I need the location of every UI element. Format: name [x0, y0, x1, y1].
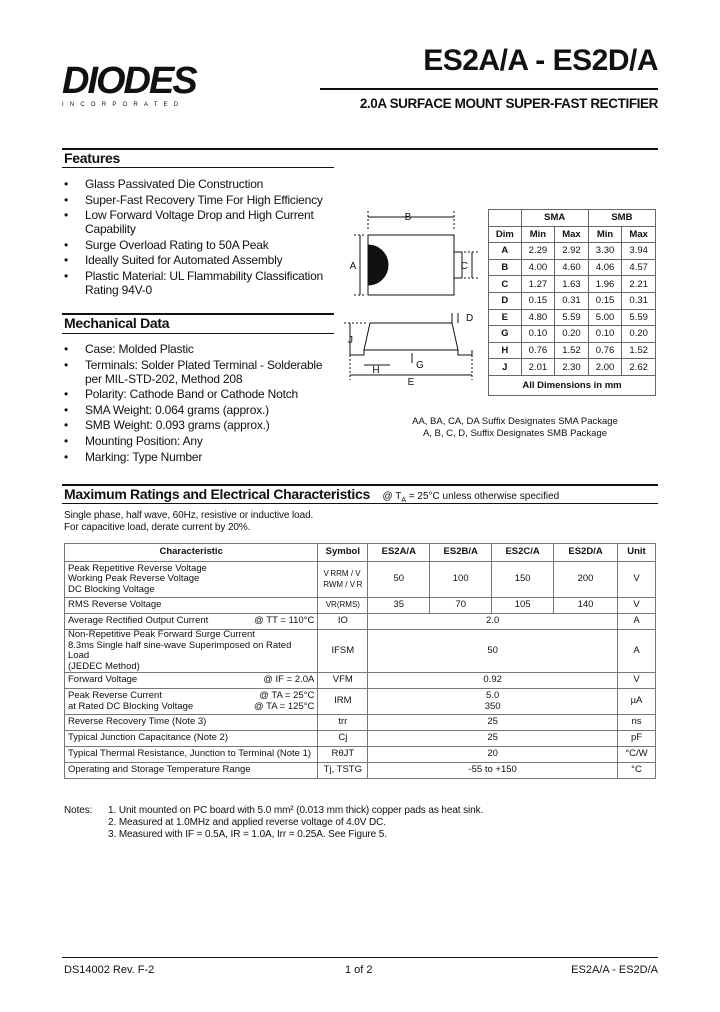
table-row [65, 689, 656, 715]
value-cell: 70 [430, 598, 492, 614]
dim-cell: 2.30 [555, 359, 589, 376]
unit-cell: ns [617, 715, 655, 731]
table-row [65, 731, 656, 747]
col-header: ES2B/A [430, 544, 492, 562]
char-text: at Rated DC Blocking Voltage [68, 700, 194, 712]
list-item: • Terminals: Solder Plated Terminal - Solderable per MIL-STD-202, Method 208 [64, 358, 334, 386]
dim-cell: 0.31 [555, 292, 589, 309]
page-title: ES2A/A - ES2D/A [423, 44, 658, 77]
dim-cell: 4.06 [588, 259, 622, 276]
dim-cell: 0.15 [588, 292, 622, 309]
table-row [65, 614, 656, 630]
char-text: Peak Reverse Current [68, 690, 162, 701]
ratings-condition [382, 491, 559, 502]
char-cell [65, 614, 318, 630]
features-list [64, 177, 334, 299]
diodes-logo [62, 62, 222, 110]
unit-cell: A [617, 614, 655, 630]
table-row [489, 326, 656, 343]
dim-cell: 0.10 [588, 326, 622, 343]
features-underline [62, 167, 334, 168]
dim-label-j: J [348, 335, 353, 346]
char-cell: Operating and Storage Temperature Range [65, 763, 318, 779]
dim-cell: 5.00 [588, 309, 622, 326]
condition-text: @ IF = 2.0A [263, 674, 315, 686]
package-note-smb: A, B, C, D, Suffix Designates SMB Package [422, 428, 608, 439]
ratings-condition-pre: @ T [382, 491, 402, 502]
dim-cell: G [489, 326, 522, 343]
value-cell: 35 [368, 598, 430, 614]
symbol-cell: VR(RMS) [318, 598, 368, 614]
dim-cell: B [489, 259, 522, 276]
dim-cell: D [489, 292, 522, 309]
table-row [65, 598, 656, 614]
features-heading: Features [64, 150, 120, 166]
list-item: • Marking: Type Number [64, 450, 334, 464]
table-row [65, 630, 656, 673]
list-item: • Surge Overload Rating to 50A Peak [64, 238, 334, 252]
dim-header: Min [521, 226, 555, 243]
dim-cell: 1.27 [521, 276, 555, 293]
value-cell [368, 689, 618, 715]
table-row [65, 715, 656, 731]
col-header: ES2D/A [554, 544, 618, 562]
dim-cell: E [489, 309, 522, 326]
package-note-sma: AA, BA, CA, DA Suffix Designates SMA Package [412, 416, 618, 427]
symbol-cell: VFM [318, 673, 368, 689]
list-item: • Polarity: Cathode Band or Cathode Notch [64, 387, 334, 401]
value-cell: 105 [492, 598, 554, 614]
list-item: • Plastic Material: UL Flammability Classification Rating 94V-0 [64, 269, 334, 297]
package-note [370, 416, 660, 440]
dim-table-corner [489, 210, 522, 227]
col-header: ES2C/A [492, 544, 554, 562]
dim-cell: J [489, 359, 522, 376]
value-cell: 25 [368, 731, 618, 747]
value-text: 350 [484, 700, 501, 712]
dim-cell: H [489, 342, 522, 359]
dim-label-g: G [416, 360, 424, 371]
ratings-heading-row [64, 486, 559, 504]
table-row [489, 259, 656, 276]
ratings-table [64, 543, 656, 779]
table-row [65, 562, 656, 598]
symbol-cell: IFSM [318, 630, 368, 673]
unit-cell: °C/W [617, 747, 655, 763]
char-cell: Peak Repetitive Reverse Voltage Working Peak Reverse Voltage DC Blocking Voltage [65, 562, 318, 598]
symbol-cell: RθJT [318, 747, 368, 763]
dim-header: Min [588, 226, 622, 243]
dim-cell: 0.20 [555, 326, 589, 343]
dim-cell: 4.60 [555, 259, 589, 276]
dim-cell: 2.21 [622, 276, 656, 293]
col-header: Unit [617, 544, 655, 562]
value-cell: -55 to +150 [368, 763, 618, 779]
value-cell: 25 [368, 715, 618, 731]
symbol-cell: V RRM / V RWM / V R [318, 562, 368, 598]
value-cell: 0.92 [368, 673, 618, 689]
dim-cell: 0.20 [622, 326, 656, 343]
dim-cell: 0.76 [521, 342, 555, 359]
notes-label: Notes: [64, 805, 93, 816]
table-row [65, 763, 656, 779]
dim-cell: 4.57 [622, 259, 656, 276]
table-row [65, 673, 656, 689]
char-text: Forward Voltage [68, 674, 138, 686]
dim-label-h: H [372, 365, 380, 376]
value-cell: 20 [368, 747, 618, 763]
dim-cell: 0.76 [588, 342, 622, 359]
dim-cell: 3.94 [622, 243, 656, 260]
dim-cell: 1.63 [555, 276, 589, 293]
list-item: • Super-Fast Recovery Time For High Efficiency [64, 193, 334, 207]
dim-label-b: B [404, 212, 412, 223]
dim-cell: 1.52 [622, 342, 656, 359]
dim-group-smb: SMB [588, 210, 655, 227]
dim-cell: A [489, 243, 522, 260]
value-cell: 50 [368, 630, 618, 673]
footer-rule [62, 957, 658, 958]
dim-header: Dim [489, 226, 522, 243]
dim-cell: 2.62 [622, 359, 656, 376]
char-cell: RMS Reverse Voltage [65, 598, 318, 614]
symbol-cell: Cj [318, 731, 368, 747]
value-cell: 100 [430, 562, 492, 598]
dim-cell: 2.01 [521, 359, 555, 376]
unit-cell: pF [617, 731, 655, 747]
dim-cell: 4.00 [521, 259, 555, 276]
package-diagram [340, 205, 485, 390]
unit-cell: V [617, 673, 655, 689]
footer-part-number: ES2A/A - ES2D/A [571, 964, 658, 976]
table-row [489, 276, 656, 293]
mechanical-underline [62, 333, 334, 334]
col-header: Symbol [318, 544, 368, 562]
dim-label-c: C [460, 261, 468, 272]
symbol-cell: Tj, TSTG [318, 763, 368, 779]
char-cell: Typical Junction Capacitance (Note 2) [65, 731, 318, 747]
dim-header: Max [555, 226, 589, 243]
symbol-cell: trr [318, 715, 368, 731]
ratings-line-2: For capacitive load, derate current by 20%. [64, 522, 251, 533]
dim-cell: 0.15 [521, 292, 555, 309]
dim-label-e: E [407, 377, 415, 388]
list-item: • Ideally Suited for Automated Assembly [64, 253, 334, 267]
symbol-cell: IO [318, 614, 368, 630]
table-row [489, 292, 656, 309]
dim-cell: 2.29 [521, 243, 555, 260]
unit-cell: µA [617, 689, 655, 715]
dim-cell: 1.96 [588, 276, 622, 293]
features-rule [62, 148, 658, 150]
dimension-table [488, 209, 656, 396]
dim-cell: 4.80 [521, 309, 555, 326]
table-row [489, 243, 656, 260]
col-header: ES2A/A [368, 544, 430, 562]
char-cell: Typical Thermal Resistance, Junction to Terminal (Note 1) [65, 747, 318, 763]
mechanical-list [64, 342, 334, 465]
page-subtitle: 2.0A SURFACE MOUNT SUPER-FAST RECTIFIER [359, 96, 658, 111]
dim-group-sma: SMA [521, 210, 588, 227]
ratings-line-1: Single phase, half wave, 60Hz, resistive or inductive load. [64, 510, 314, 521]
table-row [489, 309, 656, 326]
char-cell: Non-Repetitive Peak Forward Surge Current 8.3ms Single half sine-wave Superimposed on Rated Load (JEDEC Method) [65, 630, 318, 673]
ratings-note [64, 510, 313, 534]
list-item: • SMB Weight: 0.093 grams (approx.) [64, 418, 334, 432]
dim-header: Max [622, 226, 656, 243]
char-text: Average Rectified Output Current [68, 615, 209, 627]
dim-label-a: A [349, 261, 357, 272]
col-header: Characteristic [65, 544, 318, 562]
dim-cell: 3.30 [588, 243, 622, 260]
list-item: • Low Forward Voltage Drop and High Current Capability [64, 208, 334, 236]
value-cell: 150 [492, 562, 554, 598]
dim-cell: 5.59 [622, 309, 656, 326]
ratings-condition-sub: A [401, 497, 406, 504]
table-row [65, 747, 656, 763]
logo-subtext: INCORPORATED [62, 102, 185, 108]
list-item: • Case: Molded Plastic [64, 342, 334, 356]
mechanical-heading: Mechanical Data [64, 315, 170, 331]
dim-cell: 1.52 [555, 342, 589, 359]
dim-cell: 0.10 [521, 326, 555, 343]
dim-label-d: D [466, 313, 474, 324]
unit-cell: °C [617, 763, 655, 779]
value-cell: 200 [554, 562, 618, 598]
ratings-underline [62, 503, 658, 504]
symbol-cell: IRM [318, 689, 368, 715]
table-row [489, 342, 656, 359]
side-view-body [364, 323, 458, 350]
list-item: • Mounting Position: Any [64, 434, 334, 448]
dim-cell: 0.31 [622, 292, 656, 309]
condition-text: @ TA = 25°C [259, 690, 315, 701]
title-rule [320, 88, 658, 90]
char-cell [65, 689, 318, 715]
char-cell: Reverse Recovery Time (Note 3) [65, 715, 318, 731]
table-row [489, 359, 656, 376]
unit-cell: V [617, 598, 655, 614]
note-item: 1. Unit mounted on PC board with 5.0 mm² (0.013 mm thick) copper pads as heat sink. [108, 805, 484, 816]
value-cell: 2.0 [368, 614, 618, 630]
char-cell [65, 673, 318, 689]
dim-table-footer: All Dimensions in mm [489, 375, 656, 395]
unit-cell: A [617, 630, 655, 673]
note-item: 3. Measured with IF = 0.5A, IR = 1.0A, Irr = 0.25A. See Figure 5. [108, 829, 387, 840]
dim-cell: 2.92 [555, 243, 589, 260]
value-cell: 140 [554, 598, 618, 614]
note-item: 2. Measured at 1.0MHz and applied reverse voltage of 4.0V DC. [108, 817, 386, 828]
notes-list [108, 805, 608, 841]
value-text: 5.0 [486, 690, 500, 701]
condition-text: @ TA = 125°C [253, 700, 315, 712]
list-item: • SMA Weight: 0.064 grams (approx.) [64, 403, 334, 417]
ratings-condition-post: = 25°C unless otherwise specified [405, 491, 560, 502]
cathode-band [368, 245, 388, 285]
logo-wordmark: DIODES [62, 60, 196, 102]
dim-cell: 2.00 [588, 359, 622, 376]
dim-cell: C [489, 276, 522, 293]
value-cell: 50 [368, 562, 430, 598]
footer-doc-number: DS14002 Rev. F-2 [64, 964, 155, 976]
ratings-heading: Maximum Ratings and Electrical Characteristics [64, 486, 370, 502]
dim-cell: 5.59 [555, 309, 589, 326]
list-item: • Glass Passivated Die Construction [64, 177, 334, 191]
footer-page-number: 1 of 2 [345, 964, 373, 976]
condition-text: @ TT = 110°C [254, 615, 315, 627]
unit-cell: V [617, 562, 655, 598]
